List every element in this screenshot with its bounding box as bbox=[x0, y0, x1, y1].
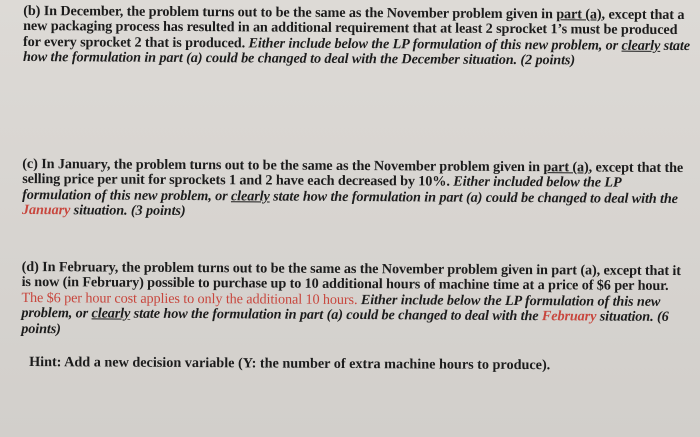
part-b-text-4: state how the formulation in part (a) could be changed to deal with the December situation. (2 points) bbox=[22, 37, 691, 69]
part-c-text-5: situation. (3 points) bbox=[70, 202, 186, 220]
part-d-paragraph bbox=[21, 260, 689, 341]
part-c-text-4: state how the formulation in part (a) could be changed to deal with the bbox=[269, 188, 678, 207]
part-c-paragraph bbox=[22, 157, 690, 223]
part-d-text-1: (d) In February, the problem turns out to be the same as the November problem given in part (a), except that it is now (in February) possible to purchase up to 10 additional hours of machine time at a price of $6 per hour. bbox=[21, 258, 681, 295]
part-c-january: January bbox=[21, 202, 71, 219]
part-b-text-3: Either include below the LP formulation of this new problem, or bbox=[248, 35, 622, 54]
part-c-text-2: , except that the selling price per unit for sprockets 1 and 2 have each decreased by 10%. bbox=[22, 159, 684, 191]
part-b-text-1: (b) In December, the problem turns out to be the same as the November problem given in bbox=[23, 3, 557, 23]
part-d-cost-note: The $6 per hour cost applies to only the additional 10 hours. bbox=[21, 289, 358, 308]
part-b-clearly: clearly bbox=[621, 37, 661, 54]
part-c-text-1: (c) In January, the problem turns out to be the same as the November problem given in bbox=[22, 155, 544, 176]
part-b-part-a-ref: part (a) bbox=[556, 6, 602, 23]
hint-text: Hint: Add a new decision variable (Y: the number of extra machine hours to produce). bbox=[29, 354, 551, 374]
part-d-text-3: Either include below the LP formulation of this new problem, or bbox=[21, 291, 661, 322]
part-b-paragraph bbox=[23, 4, 691, 70]
part-d-text-5: situation. (6 points) bbox=[21, 308, 669, 337]
part-d-text-4: state how the formulation in part (a) could be changed to deal with the bbox=[130, 305, 542, 325]
part-d-february: February bbox=[541, 308, 597, 325]
part-c-clearly: clearly bbox=[230, 188, 270, 205]
part-c-text-3: Either included below the LP formulation of this new problem, or bbox=[22, 174, 622, 205]
part-d-clearly: clearly bbox=[91, 305, 131, 322]
part-b-text-2: , except that a new packaging process has resulted in an additional requirement that at least 2 sprocket 1’s must be produced for every sprocket 2 that is produced. bbox=[23, 6, 685, 52]
part-c-part-a-ref: part (a) bbox=[543, 159, 589, 176]
